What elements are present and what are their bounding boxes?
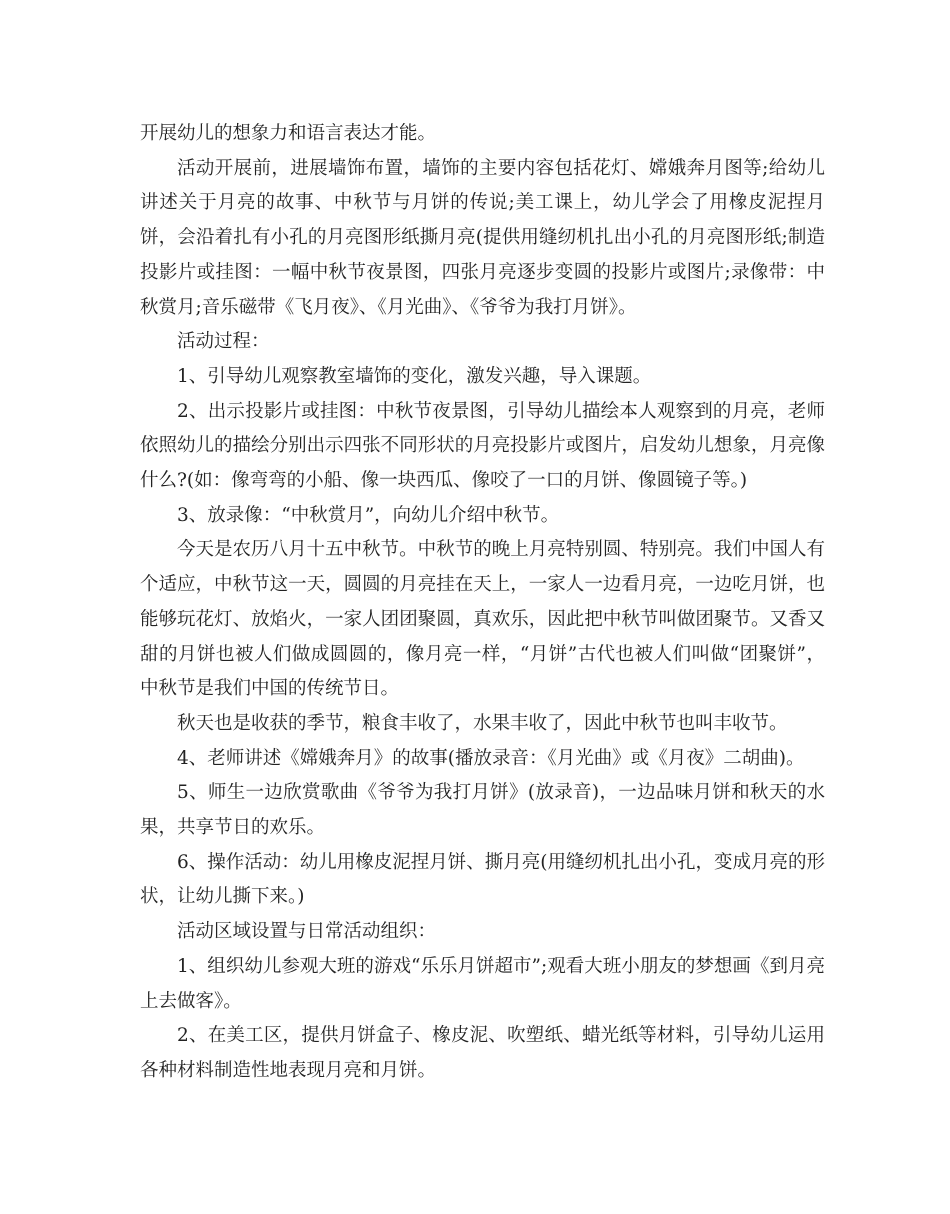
paragraph-preparation: 活动开展前，进展墙饰布置，墙饰的主要内容包括花灯、嫦娥奔月图等;给幼儿讲述关于月亮的故事、中秋节与月饼的传说;美工课上，幼儿学会了用橡皮泥捏月饼，会沿着扎有小孔的月亮图形纸撕月亮(提供用缝纫机扎出小孔的月亮图形纸;制造投影片或挂图：一幅中秋节夜景图，四张月亮逐步变圆的投影片或图片;录像带：中秋赏月;音乐磁带《飞月夜》、《月光曲》、《爷爷为我打月饼》。 — [140, 157, 825, 318]
paragraph-intro-continuation: 开展幼儿的想象力和语言表达才能。 — [140, 123, 437, 144]
paragraph-activity-area-heading: 活动区域设置与日常活动组织： — [177, 921, 437, 943]
paragraph-step-3: 3、放录像：“中秋赏月”，向幼儿介绍中秋节。 — [177, 504, 560, 526]
paragraph-area-item-2: 2、在美工区，提供月饼盒子、橡皮泥、吹塑纸、蜡光纸等材料，引导幼儿运用各种材料制造性地表现月亮和月饼。 — [140, 1025, 825, 1081]
paragraph-area-item-1: 1、组织幼儿参观大班的游戏“乐乐月饼超市”;观看大班小朋友的梦想画《到月亮上去做客》。 — [140, 955, 825, 1012]
document-body — [140, 117, 825, 1089]
paragraph-festival-story: 今天是农历八月十五中秋节。中秋节的晚上月亮特别圆、特别亮。我们中国人有个适应，中秋节这一天，圆圆的月亮挂在天上，一家人一边看月亮，一边吃月饼，也能够玩花灯、放焰火，一家人团团聚圆，真欢乐，因此把中秋节叫做团聚节。又香又甜的月饼也被人们做成圆圆的，像月亮一样，“月饼”古代也被人们叫做“团聚饼”，中秋节是我们中国的传统节日。 — [140, 539, 825, 700]
paragraph-process-heading: 活动过程： — [177, 331, 270, 353]
paragraph-harvest: 秋天也是收获的季节，粮食丰收了，水果丰收了，因此中秋节也叫丰收节。 — [177, 712, 788, 734]
paragraph-step-1: 1、引导幼儿观察教室墙饰的变化，激发兴趣，导入课题。 — [177, 365, 652, 387]
paragraph-step-4: 4、老师讲述《嫦娥奔月》的故事(播放录音：《月光曲》或《月夜》二胡曲)。 — [177, 747, 805, 769]
paragraph-step-6: 6、操作活动：幼儿用橡皮泥捏月饼、撕月亮(用缝纫机扎出小孔，变成月亮的形状，让幼儿撕下来。) — [140, 851, 825, 908]
paragraph-step-2: 2、出示投影片或挂图：中秋节夜景图，引导幼儿描绘本人观察到的月亮，老师依照幼儿的描绘分别出示四张不同形状的月亮投影片或图片，启发幼儿想象，月亮像什么?(如：像弯弯的小船、像一块西瓜、像咬了一口的月饼、像圆镜子等。) — [140, 400, 825, 492]
paragraph-step-5: 5、师生一边欣赏歌曲《爷爷为我打月饼》(放录音)，一边品味月饼和秋天的水果，共享节日的欢乐。 — [140, 782, 825, 839]
